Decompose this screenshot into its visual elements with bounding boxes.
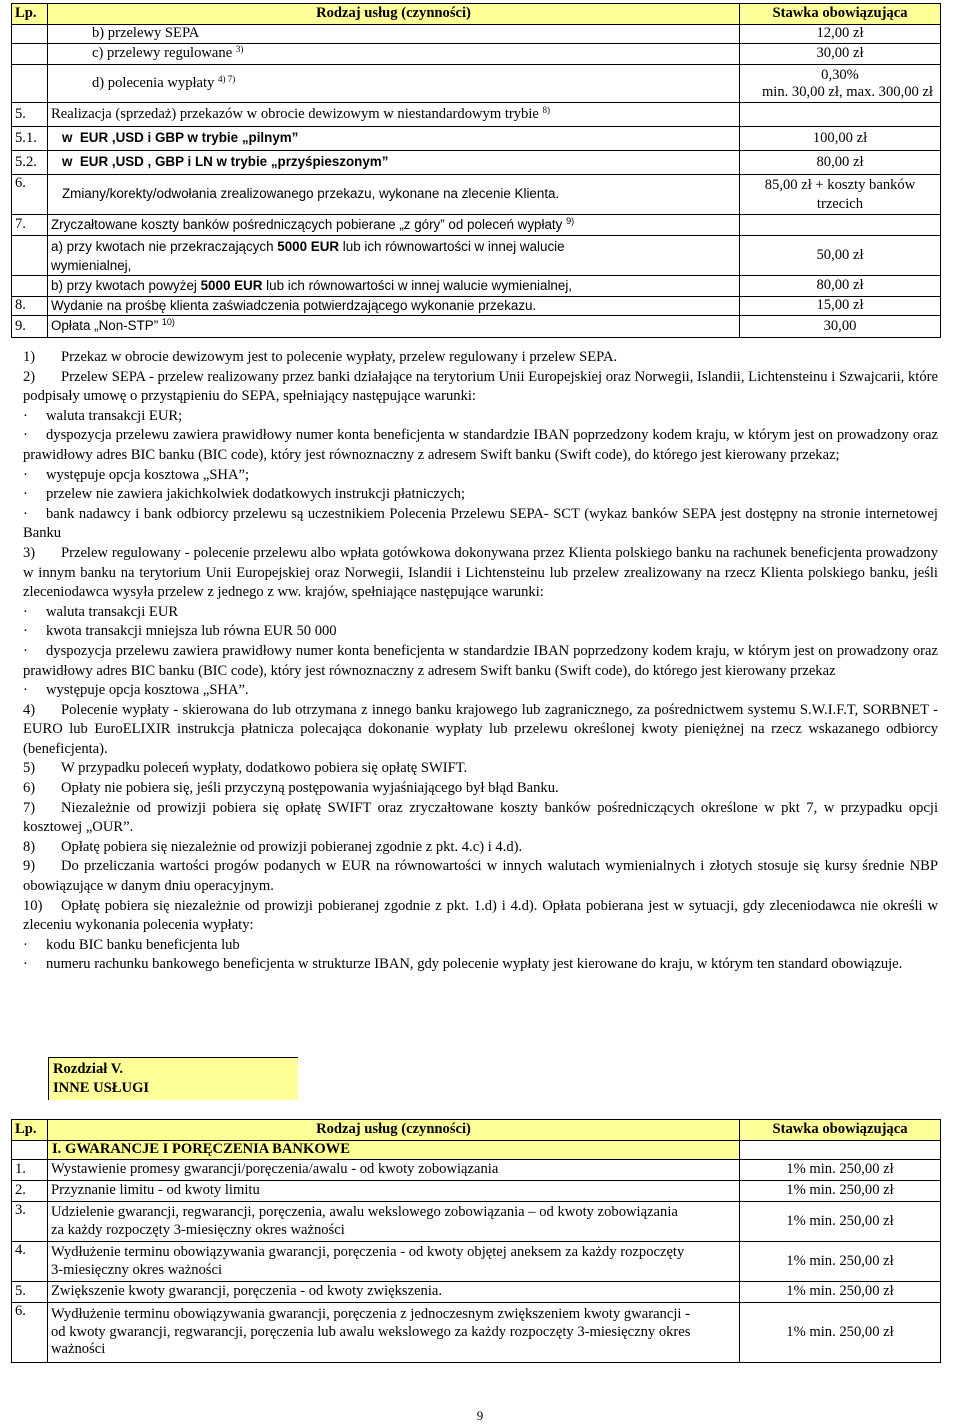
row-text: lub ich równowartości w innej walucie wymienialnej, [266, 277, 573, 293]
footnote-ref: 4) 7) [218, 73, 236, 84]
header-rate: Stawka obowiązująca [740, 1120, 941, 1141]
fee-table-guarantees [11, 1119, 941, 1363]
row-rate: 1% min. 250,00 zł [740, 1242, 941, 1282]
footnote: 1) Przekaz w obrocie dewizowym jest to polecenie wypłaty, przelew regulowany i przelew SEPA. [23, 349, 618, 365]
row-rate: 30,00 zł [740, 44, 941, 65]
row-lp: 5. [12, 103, 48, 127]
footnote: 10) Opłatę pobiera się niezależnie od prowizji pobieranej zgodnie z pkt. 1.d) i 4.d). Opłata pobierana jest w sytuacji, gdy zleceniodawca nie określi w zleceniu wykonania polecenia wypłaty: [23, 897, 938, 934]
fee-table-transfers [11, 3, 941, 338]
footnote: 2) Przelew SEPA - przelew realizowany przez banki działające na terytorium Unii Europejskiej oraz Norwegii, Islandii, Lichtensteinu i Szwajcarii, które podpisały umowę o przystąpieniu do SEPA, spełniający następujące warunki: [23, 368, 938, 405]
row-rate: 15,00 zł [740, 297, 941, 316]
row-rate: 1% min. 250,00 zł [740, 1282, 941, 1303]
table-header [12, 4, 941, 25]
row-text: lub ich równowartości w innej walucie [342, 238, 565, 254]
footnote-ref: 8) [542, 104, 551, 115]
footnote-bullet: · waluta transakcji EUR [23, 603, 179, 620]
header-rate: Stawka obowiązująca [740, 4, 941, 25]
row-lp: 2. [12, 1181, 48, 1202]
row-amount: 5000 EUR [200, 277, 263, 293]
row-rate: 1% min. 250,00 zł [740, 1181, 941, 1202]
row-text: wymienialnej, [51, 257, 132, 273]
table-row [12, 316, 941, 338]
group-title: I. GWARANCJE I PORĘCZENIA BANKOWE [48, 1141, 740, 1160]
row-text: w EUR ,USD i GBP w trybie „pilnym” [48, 127, 740, 151]
footnote: 5) W przypadku poleceń wypłaty, dodatkowo pobiera się opłatę SWIFT. [23, 760, 468, 777]
table-row [12, 151, 941, 175]
row-text: Udzielenie gwarancji, regwarancji, poręczenia, awalu wekslowego zobowiązania – od kwoty zobowiązania za każdy rozpoczęty 3-miesięczny okres ważności [48, 1202, 740, 1242]
row-rate: 12,00 zł [740, 25, 941, 44]
row-text: b) przy kwotach powyżej [51, 277, 197, 293]
row-lp: 7. [12, 215, 48, 236]
footnote-bullet: · występuje opcja kosztowa „SHA”; [23, 466, 250, 483]
row-lp: 6. [12, 175, 48, 215]
row-rate: 30,00 [740, 316, 941, 338]
footnote-bullet: · numeru rachunku bankowego beneficjenta w strukturze IBAN, gdy polecenie wypłaty jest kierowane do kraju, w którym ten standard obowiązuje. [23, 956, 903, 973]
row-text: d) polecenia wypłaty [92, 74, 215, 91]
table-row [12, 1202, 941, 1242]
footnote-bullet: · dyspozycja przelewu zawiera prawidłowy numer konta beneficjenta w standardzie IBAN poprzedzony kodem kraju, w którym jest on prowadzony oraz prawidłowy adres BIC banku (BIC code), który jest równoznaczny z adresem Swift banku (Swift code), do którego jest kierowany przekaz; [23, 427, 938, 463]
table-row [12, 236, 941, 276]
row-text: Realizacja (sprzedaż) przekazów w obrocie dewizowym w niestandardowym trybie [51, 105, 539, 122]
row-lp: 3. [12, 1202, 48, 1242]
footnote: 7) Niezależnie od prowizji pobiera się opłatę SWIFT oraz zryczałtowane koszty banków pośredniczących określone w pkt 7, w przypadku opcji kosztowej „OUR”. [23, 799, 938, 836]
row-lp: 5. [12, 1282, 48, 1303]
table-row [12, 276, 941, 297]
footnote-ref: 9) [566, 215, 575, 226]
row-text: Wydłużenie terminu obowiązywania gwarancji, poręczenia - od kwoty objętej aneksem za każdy rozpoczęty 3-miesięczny okres ważności [48, 1242, 740, 1282]
table-row [12, 1282, 941, 1303]
table-row [12, 1160, 941, 1181]
table-row [12, 127, 941, 151]
row-text: w EUR ,USD , GBP i LN w trybie „przyśpieszonym” [48, 151, 740, 175]
row-amount: 5000 EUR [277, 238, 340, 254]
footnote: 9) Do przeliczania wartości progów podanych w EUR na równowartości w innych walutach wymienialnych i złotych stosuje się kursy średnie NBP obowiązujące w danym dniu operacyjnym. [23, 858, 938, 895]
row-rate: 1% min. 250,00 zł [740, 1160, 941, 1181]
row-text: Wydłużenie terminu obowiązywania gwarancji, poręczenia z jednoczesnym zwiększeniem kwoty gwarancji - od kwoty gwarancji, regwarancji, poręczenia lub awalu wekslowego za każdy rozpoczęty 3-miesięczny okres ważności [48, 1303, 740, 1363]
section-heading [48, 1057, 298, 1100]
header-lp: Lp. [12, 1120, 48, 1141]
footnote: 3) Przelew regulowany - polecenie przelewu albo wpłata gotówkowa dokonywana przez Klienta polskiego banku na rachunek beneficjenta prowadzony w innym banku na terytorium Unii Europejskiej oraz Norwegii, Islandii i Lichtensteinu lub przelew zrealizowany na rzecz Klienta polskiego banku, jeśli zleceniodawca wysyła przelew z jednego z ww. krajów, spełniające następujące warunki: [23, 544, 938, 601]
row-text: Zmiany/korekty/odwołania zrealizowanego przekazu, wykonane na zlecenie Klienta. [48, 175, 740, 215]
footnotes [23, 348, 938, 975]
row-text: Opłata „Non-STP” [51, 318, 159, 334]
table-row [12, 1181, 941, 1202]
row-text: Przyznanie limitu - od kwoty limitu [48, 1181, 740, 1202]
row-lp: 6. [12, 1303, 48, 1363]
row-text: Wydanie na prośbę klienta zaświadczenia potwierdzającego wykonanie przekazu. [48, 297, 740, 316]
table-row [12, 215, 941, 236]
row-rate: 80,00 zł [740, 276, 941, 297]
table-row [12, 297, 941, 316]
footnote-bullet: · przelew nie zawiera jakichkolwiek dodatkowych instrukcji płatniczych; [23, 486, 466, 503]
row-text: c) przelewy regulowane [92, 45, 233, 62]
row-rate: 100,00 zł [740, 127, 941, 151]
table-row [12, 1303, 941, 1363]
table-row [12, 103, 941, 127]
footnote: 4) Polecenie wypłaty - skierowana do lub otrzymana z innego banku krajowego lub zagranicznego, za pośrednictwem systemu S.W.I.F.T, SORBNET - EURO lub EuroELIXIR instrukcja płatnicza polecająca dokonanie wypłaty lub przelewu określonej kwoty pieniężnej na rzecz wskazanego odbiorcy (beneficjenta). [23, 701, 938, 757]
row-lp: 5.2. [12, 151, 48, 175]
table-header [12, 1120, 941, 1141]
row-rate-line2: trzecich [816, 195, 864, 212]
row-rate-line1: 85,00 zł + koszty banków [764, 176, 916, 193]
row-text: a) przy kwotach nie przekraczających [51, 238, 274, 254]
section-title: INNE USŁUGI [53, 1080, 150, 1096]
header-service: Rodzaj usług (czynności) [48, 4, 740, 25]
header-lp: Lp. [12, 4, 48, 25]
row-rate: 80,00 zł [740, 151, 941, 175]
footnote-bullet: · kwota transakcji mniejsza lub równa EUR 50 000 [23, 623, 337, 640]
row-lp: 4. [12, 1242, 48, 1282]
footnote: 6) Opłaty nie pobiera się, jeśli przyczyną postępowania wyjaśniającego był błąd Banku. [23, 780, 559, 797]
row-rate-minmax: min. 30,00 zł, max. 300,00 zł [761, 83, 933, 100]
table-row [12, 175, 941, 215]
footnote-bullet: · kodu BIC banku beneficjenta lub [23, 936, 240, 953]
row-text: Zwiększenie kwoty gwarancji, poręczenia - od kwoty zwiększenia. [48, 1282, 740, 1303]
footnote-ref: 3) [235, 44, 244, 55]
row-rate-percent: 0,30% [821, 66, 859, 83]
row-rate: 50,00 zł [740, 236, 941, 276]
row-text: b) przelewy SEPA [92, 25, 200, 42]
table-row [12, 65, 941, 103]
section-number: Rozdział V. [53, 1061, 124, 1077]
row-lp: 9. [12, 316, 48, 338]
footnote-bullet: · bank nadawcy i bank odbiorcy przelewu są uczestnikiem Polecenia Przelewu SEPA- SCT (wykaz banków SEPA jest dostępny na stronie internetowej Banku [23, 505, 938, 542]
group-row [12, 1141, 941, 1160]
footnote-bullet: · waluta transakcji EUR; [23, 407, 183, 424]
page-number: 9 [476, 1408, 484, 1423]
row-lp: 8. [12, 297, 48, 316]
row-lp: 1. [12, 1160, 48, 1181]
table-row [12, 25, 941, 44]
row-rate: 1% min. 250,00 zł [740, 1202, 941, 1242]
footnote-bullet: · dyspozycja przelewu zawiera prawidłowy numer konta beneficjenta w standardzie IBAN poprzedzony kodem kraju, w którym jest on prowadzony oraz prawidłowy adres BIC banku (BIC code), który jest równoznaczny z adresem Swift banku (Swift code), do którego jest kierowany przekaz [23, 642, 938, 679]
footnote-bullet: · występuje opcja kosztowa „SHA”. [23, 682, 249, 699]
header-service: Rodzaj usług (czynności) [48, 1120, 740, 1141]
row-rate: 1% min. 250,00 zł [740, 1303, 941, 1363]
footnote-ref: 10) [161, 317, 175, 328]
row-text: Wystawienie promesy gwarancji/poręczenia/awalu - od kwoty zobowiązania [48, 1160, 740, 1181]
table-row [12, 1242, 941, 1282]
row-text: Zryczałtowane koszty banków pośredniczących pobierane „z góry” od poleceń wypłaty [51, 216, 563, 232]
footnote: 8) Opłatę pobiera się niezależnie od prowizji pobieranej zgodnie z pkt. 4.c) i 4.d). [23, 838, 523, 855]
row-lp: 5.1. [12, 127, 48, 151]
table-row [12, 44, 941, 65]
